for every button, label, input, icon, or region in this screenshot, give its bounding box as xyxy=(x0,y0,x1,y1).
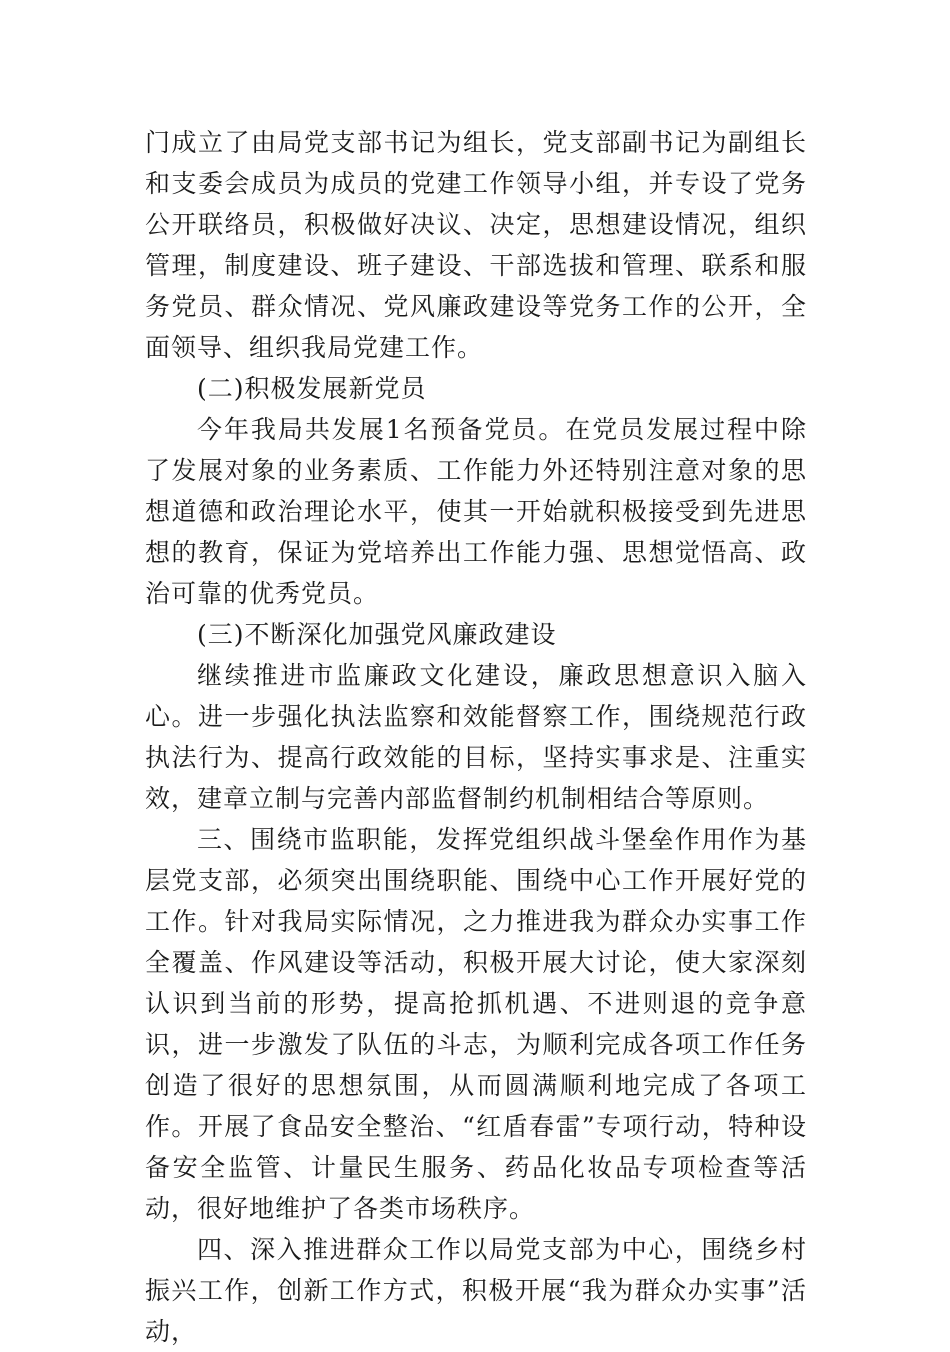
document-body xyxy=(145,122,807,1352)
heading-develop-new-members: (二)积极发展新党员 xyxy=(197,374,427,403)
paragraph-clean-governance: 继续推进市监廉政文化建设，廉政思想意识入脑入心。进一步强化执法监察和效能督察工作，围绕规范行政执法行为、提高行政效能的目标，坚持实事求是、注重实效，建章立制与完善内部监督制约机制相结合等原则。 xyxy=(145,661,807,813)
paragraph-section-three: 三、围绕市监职能，发挥党组织战斗堡垒作用作为基层党支部，必须突出围绕职能、围绕中心工作开展好党的工作。针对我局实际情况，之力推进我为群众办实事工作全覆盖、作风建设等活动，积极开展大讨论，使大家深刻认识到当前的形势，提高抢抓机遇、不进则退的竞争意识，进一步激发了队伍的斗志，为顺利完成各项工作任务创造了很好的思想氛围，从而圆满顺利地完成了各项工作。开展了食品安全整治、“红盾春雷”专项行动，特种设备安全监管、计量民生服务、药品化妆品专项检查等活动，很好地维护了各类市场秩序。 xyxy=(145,825,807,1223)
heading-clean-governance: (三)不断深化加强党风廉政建设 xyxy=(197,620,557,649)
paragraph-section-four: 四、深入推进群众工作以局党支部为中心，围绕乡村振兴工作，创新工作方式，积极开展“我为群众办实事”活动， xyxy=(145,1235,807,1346)
paragraph-party-building-group: 门成立了由局党支部书记为组长，党支部副书记为副组长和支委会成员为成员的党建工作领导小组，并专设了党务公开联络员，积极做好决议、决定，思想建设情况，组织管理，制度建设、班子建设、干部选拔和管理、联系和服务党员、群众情况、党风廉政建设等党务工作的公开，全面领导、组织我局党建工作。 xyxy=(145,128,807,362)
paragraph-develop-new-members: 今年我局共发展1名预备党员。在党员发展过程中除了发展对象的业务素质、工作能力外还特别注意对象的思想道德和政治理论水平，使其一开始就积极接受到先进思想的教育，保证为党培养出工作能力强、思想觉悟高、政治可靠的优秀党员。 xyxy=(145,415,807,608)
